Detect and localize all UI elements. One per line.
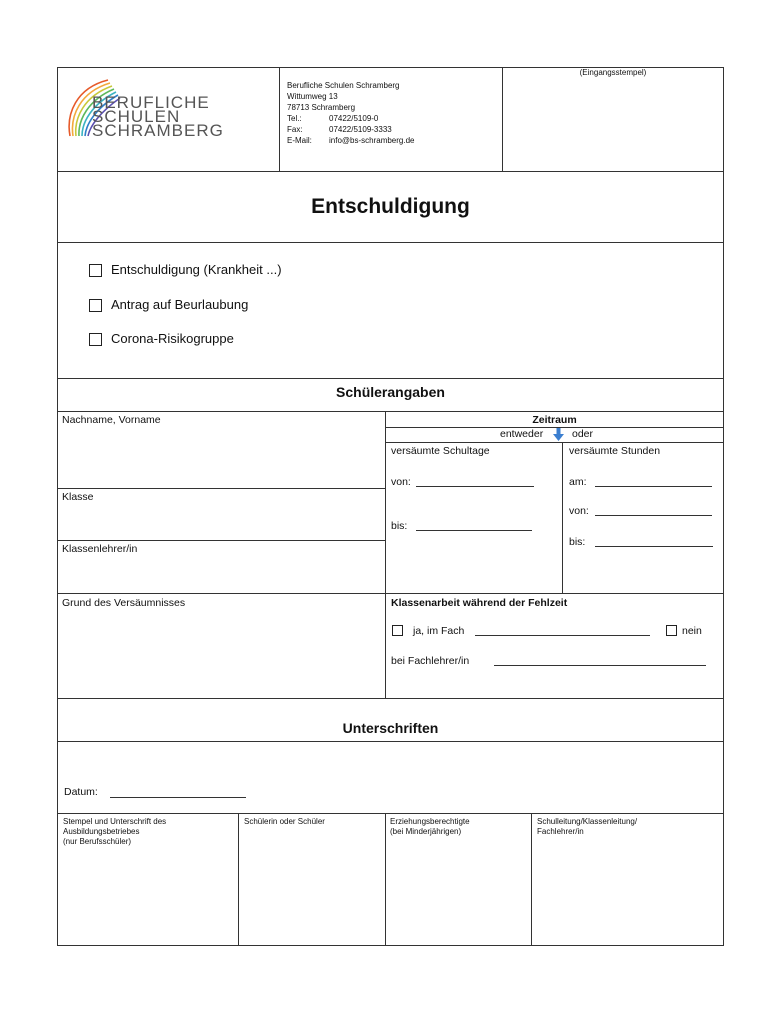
exam-no-checkbox[interactable] xyxy=(666,625,677,636)
stamp-label: (Eingangsstempel) xyxy=(579,68,647,77)
exam-teacher-line[interactable] xyxy=(494,665,706,666)
sig-col-company-line-1: Stempel und Unterschrift des xyxy=(63,817,167,826)
address-name: Berufliche Schulen Schramberg xyxy=(287,81,400,90)
option-checkbox-corona[interactable] xyxy=(89,333,102,346)
days-bis-line[interactable] xyxy=(416,530,532,531)
tel-label: Tel.: xyxy=(287,114,302,123)
period-either-label: entweder xyxy=(500,428,544,440)
hours-am-line[interactable] xyxy=(595,486,712,487)
sig-col-school-line-2: Fachlehrer/in xyxy=(537,827,584,836)
exam-heading: Klassenarbeit während der Fehlzeit xyxy=(391,597,568,609)
fax-label: Fax: xyxy=(287,125,303,134)
sig-col-parent-line-1: Erziehungsberechtigte xyxy=(390,817,470,826)
divider-student-middle xyxy=(385,411,386,698)
divider-period-bottom xyxy=(57,593,724,594)
logo-line-1: BERUFLICHE xyxy=(92,93,210,112)
sig-col-parent-line-2: (bei Minderjährigen) xyxy=(390,827,462,836)
sig-col-company-line-2: Ausbildungsbetriebes xyxy=(63,827,140,836)
divider-reason xyxy=(57,698,724,699)
sig-col-school-line-1: Schulleitung/Klassenleitung/ xyxy=(537,817,638,826)
divider-student-heading xyxy=(57,411,724,412)
teacher-label: Klassenlehrer/in xyxy=(62,543,138,555)
fax-value: 07422/5109-3333 xyxy=(329,125,392,134)
period-or-label: oder xyxy=(572,428,594,440)
hours-von-label: von: xyxy=(569,505,589,517)
signatures-heading: Unterschriften xyxy=(342,720,439,736)
days-von-line[interactable] xyxy=(416,486,534,487)
divider-logo xyxy=(279,67,280,171)
logo-line-3: SCHRAMBERG xyxy=(92,121,224,140)
student-section-heading: Schülerangaben xyxy=(336,384,445,400)
option-checkbox-leave[interactable] xyxy=(89,299,102,312)
address-city: 78713 Schramberg xyxy=(287,103,356,112)
days-von-label: von: xyxy=(391,476,411,488)
option-label-leave: Antrag auf Beurlaubung xyxy=(111,297,249,312)
logo-line-2: SCHULEN xyxy=(92,107,181,126)
divider-title xyxy=(57,242,724,243)
exam-teacher-label: bei Fachlehrer/in xyxy=(391,655,470,667)
sig-col-student-label xyxy=(244,817,382,827)
hours-von-line[interactable] xyxy=(595,515,712,516)
school-logo xyxy=(62,74,272,166)
teacher-field[interactable] xyxy=(58,557,384,592)
hours-am-label: am: xyxy=(569,476,587,488)
name-field[interactable] xyxy=(58,428,384,487)
period-heading: Zeitraum xyxy=(532,414,577,426)
divider-signature-heading xyxy=(57,741,724,742)
hours-bis-line[interactable] xyxy=(595,546,713,547)
days-bis-label: bis: xyxy=(391,520,408,532)
school-address xyxy=(287,80,497,146)
address-street: Wittumweg 13 xyxy=(287,92,338,101)
class-field[interactable] xyxy=(58,505,384,539)
divider-options xyxy=(57,378,724,379)
tel-value: 07422/5109-0 xyxy=(329,114,379,123)
option-checkbox-excuse[interactable] xyxy=(89,264,102,277)
reason-label: Grund des Versäumnisses xyxy=(62,597,186,609)
form-title: Entschuldigung xyxy=(311,195,470,218)
exam-subject-line[interactable] xyxy=(475,635,650,636)
email-label: E-Mail: xyxy=(287,136,312,145)
sig-field-parent[interactable] xyxy=(386,850,530,945)
divider-class xyxy=(57,540,385,541)
option-label-corona: Corona-Risikogruppe xyxy=(111,331,234,346)
exam-no-label: nein xyxy=(682,625,702,637)
hours-label: versäumte Stunden xyxy=(569,445,661,457)
divider-header xyxy=(57,171,724,172)
divider-period-either xyxy=(385,442,724,443)
sig-col-student-line-1: Schülerin oder Schüler xyxy=(244,817,325,826)
hours-bis-label: bis: xyxy=(569,536,586,548)
exam-yes-label: ja, im Fach xyxy=(413,625,465,637)
email-value: info@bs-schramberg.de xyxy=(329,136,415,145)
sig-field-student[interactable] xyxy=(239,850,384,945)
days-label: versäumte Schultage xyxy=(391,445,490,457)
sig-field-school[interactable] xyxy=(532,850,723,945)
divider-period-columns xyxy=(562,442,563,593)
name-label: Nachname, Vorname xyxy=(62,414,161,426)
sig-col-company-label xyxy=(63,817,233,847)
class-label: Klasse xyxy=(62,491,94,503)
date-line[interactable] xyxy=(110,797,246,798)
sig-col-parent-label xyxy=(390,817,528,837)
reason-field[interactable] xyxy=(58,611,384,697)
stamp-area[interactable] xyxy=(503,80,723,170)
sig-col-school-label xyxy=(537,817,721,837)
divider-name xyxy=(57,488,385,489)
date-label: Datum: xyxy=(64,786,98,798)
exam-yes-checkbox[interactable] xyxy=(392,625,403,636)
sig-field-company[interactable] xyxy=(58,850,237,945)
divider-date xyxy=(57,813,724,814)
sig-col-company-line-3: (nur Berufsschüler) xyxy=(63,837,132,846)
arrow-down-icon xyxy=(553,428,564,441)
option-label-excuse: Entschuldigung (Krankheit ...) xyxy=(111,262,282,277)
